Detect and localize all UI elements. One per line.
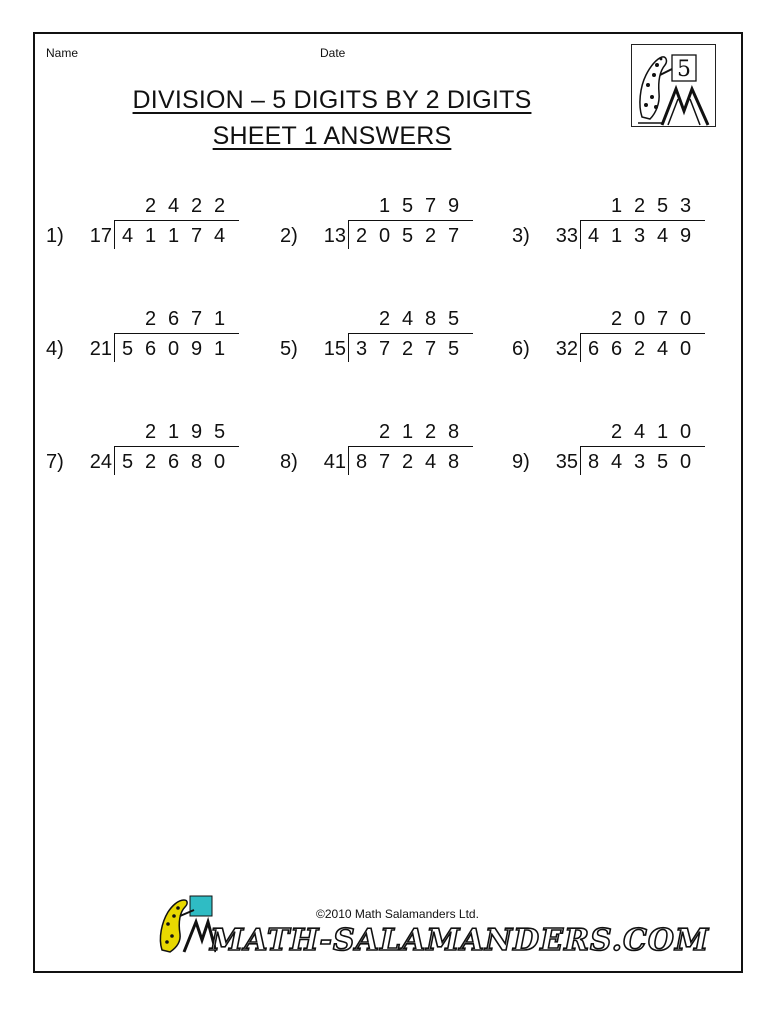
problem-number: 5) xyxy=(280,338,298,360)
dividend-digit: 0 xyxy=(679,338,692,360)
quotient-digit: 2 xyxy=(378,421,391,443)
divisor: 32 xyxy=(555,338,578,360)
quotient-digit xyxy=(350,421,373,444)
quotient xyxy=(350,421,465,444)
dividend-digit: 7 xyxy=(424,338,437,360)
dividend-digit: 7 xyxy=(378,338,391,360)
division-problem xyxy=(280,421,520,491)
dividend xyxy=(116,225,231,248)
divisor: 41 xyxy=(323,451,346,473)
quotient-digit: 4 xyxy=(633,421,646,443)
quotient-digit: 2 xyxy=(378,308,391,330)
divisor: 17 xyxy=(89,225,112,247)
quotient-digit: 4 xyxy=(167,195,180,217)
dividend-digit: 0 xyxy=(378,225,391,247)
dividend-digit: 1 xyxy=(167,225,180,247)
quotient-digit xyxy=(116,195,139,218)
quotient-digit: 2 xyxy=(610,308,623,330)
quotient xyxy=(116,421,231,444)
dividend-digit: 5 xyxy=(121,338,134,360)
quotient-digit xyxy=(582,195,605,218)
dividend xyxy=(116,451,231,474)
dividend xyxy=(350,338,465,361)
dividend xyxy=(350,225,465,248)
dividend-digit: 3 xyxy=(355,338,368,360)
dividend-digit: 7 xyxy=(190,225,203,247)
dividend-digit: 5 xyxy=(401,225,414,247)
quotient-digit: 2 xyxy=(144,308,157,330)
dividend-digit: 4 xyxy=(610,451,623,473)
quotient-digit xyxy=(116,308,139,331)
divisor: 33 xyxy=(555,225,578,247)
dividend-digit: 0 xyxy=(213,451,226,473)
dividend-digit: 4 xyxy=(213,225,226,247)
dividend-digit: 9 xyxy=(190,338,203,360)
dividend xyxy=(116,338,231,361)
name-label: Name xyxy=(46,46,79,60)
dividend-digit: 5 xyxy=(656,451,669,473)
division-problem xyxy=(46,421,286,491)
dividend-digit: 4 xyxy=(121,225,134,247)
divisor: 24 xyxy=(89,451,112,473)
quotient-digit: 8 xyxy=(447,421,460,443)
quotient-digit: 0 xyxy=(633,308,646,330)
quotient-digit: 1 xyxy=(656,421,669,443)
dividend-digit: 3 xyxy=(633,451,646,473)
quotient-digit: 1 xyxy=(378,195,391,217)
dividend-digit: 6 xyxy=(587,338,600,360)
dividend-digit: 5 xyxy=(121,451,134,473)
dividend-digit: 2 xyxy=(401,338,414,360)
division-problem xyxy=(512,308,752,378)
division-problem xyxy=(46,195,286,265)
dividend-digit: 2 xyxy=(424,225,437,247)
dividend-digit: 8 xyxy=(190,451,203,473)
quotient-digit: 8 xyxy=(424,308,437,330)
dividend-digit: 9 xyxy=(679,225,692,247)
dividend-digit: 8 xyxy=(355,451,368,473)
quotient-digit: 9 xyxy=(447,195,460,217)
quotient xyxy=(582,421,697,444)
quotient-digit xyxy=(582,308,605,331)
dividend xyxy=(582,338,697,361)
dividend-digit: 2 xyxy=(355,225,368,247)
dividend-digit: 2 xyxy=(633,338,646,360)
problem-number: 7) xyxy=(46,451,64,473)
salamander-easel-icon xyxy=(632,45,717,128)
quotient-digit: 2 xyxy=(190,195,203,217)
dividend xyxy=(582,225,697,248)
dividend-digit: 0 xyxy=(679,451,692,473)
dividend-digit: 5 xyxy=(447,338,460,360)
divisor: 21 xyxy=(89,338,112,360)
quotient-digit: 1 xyxy=(167,421,180,443)
division-problem xyxy=(46,308,286,378)
quotient-digit: 2 xyxy=(144,421,157,443)
dividend-digit: 7 xyxy=(378,451,391,473)
dividend-digit: 2 xyxy=(401,451,414,473)
quotient xyxy=(350,195,465,218)
quotient xyxy=(582,195,697,218)
problem-number: 4) xyxy=(46,338,64,360)
quotient-digit xyxy=(350,308,373,331)
quotient-digit: 7 xyxy=(190,308,203,330)
logo-number: 5 xyxy=(677,57,691,82)
dividend-digit: 4 xyxy=(587,225,600,247)
quotient-digit: 7 xyxy=(424,195,437,217)
dividend-digit: 8 xyxy=(447,451,460,473)
dividend-digit: 4 xyxy=(656,338,669,360)
quotient xyxy=(582,308,697,331)
worksheet-border xyxy=(33,32,743,973)
problem-number: 6) xyxy=(512,338,530,360)
dividend xyxy=(582,451,697,474)
quotient-digit: 2 xyxy=(633,195,646,217)
brand-logo-text: MATH-SALAMANDERS.COM xyxy=(210,923,710,958)
quotient-digit xyxy=(350,195,373,218)
quotient-digit: 0 xyxy=(679,421,692,443)
quotient-digit: 7 xyxy=(656,308,669,330)
quotient-digit: 9 xyxy=(190,421,203,443)
quotient xyxy=(350,308,465,331)
dividend xyxy=(350,451,465,474)
dividend-digit: 0 xyxy=(167,338,180,360)
quotient-digit xyxy=(582,421,605,444)
quotient-digit: 1 xyxy=(213,308,226,330)
quotient-digit: 6 xyxy=(167,308,180,330)
quotient-digit: 5 xyxy=(656,195,669,217)
dividend-digit: 3 xyxy=(633,225,646,247)
quotient xyxy=(116,308,231,331)
quotient-digit: 2 xyxy=(610,421,623,443)
quotient-digit: 2 xyxy=(213,195,226,217)
divisor: 13 xyxy=(323,225,346,247)
dividend-digit: 1 xyxy=(610,225,623,247)
dividend-digit: 1 xyxy=(144,225,157,247)
dividend-digit: 6 xyxy=(610,338,623,360)
problem-number: 3) xyxy=(512,225,530,247)
quotient-digit: 4 xyxy=(401,308,414,330)
dividend-digit: 1 xyxy=(213,338,226,360)
date-label: Date xyxy=(320,46,346,60)
problem-number: 2) xyxy=(280,225,298,247)
division-problem xyxy=(512,195,752,265)
quotient-digit: 1 xyxy=(610,195,623,217)
problem-number: 9) xyxy=(512,451,530,473)
quotient xyxy=(116,195,231,218)
copyright-text: ©2010 Math Salamanders Ltd. xyxy=(316,907,479,921)
worksheet-subtitle: SHEET 1 ANSWERS xyxy=(212,122,452,150)
dividend-digit: 8 xyxy=(587,451,600,473)
quotient-digit: 3 xyxy=(679,195,692,217)
footer-salamander-icon xyxy=(156,892,216,954)
quotient-digit: 0 xyxy=(679,308,692,330)
dividend-digit: 4 xyxy=(424,451,437,473)
quotient-digit: 1 xyxy=(401,421,414,443)
worksheet-title: DIVISION – 5 DIGITS BY 2 DIGITS xyxy=(132,86,532,114)
dividend-digit: 6 xyxy=(144,338,157,360)
dividend-digit: 6 xyxy=(167,451,180,473)
division-problem xyxy=(280,308,520,378)
quotient-digit: 5 xyxy=(447,308,460,330)
quotient-digit: 2 xyxy=(144,195,157,217)
problem-number: 1) xyxy=(46,225,64,247)
quotient-digit xyxy=(116,421,139,444)
divisor: 35 xyxy=(555,451,578,473)
dividend-digit: 7 xyxy=(447,225,460,247)
quotient-digit: 5 xyxy=(213,421,226,443)
quotient-digit: 5 xyxy=(401,195,414,217)
division-problem xyxy=(512,421,752,491)
division-problem xyxy=(280,195,520,265)
dividend-digit: 4 xyxy=(656,225,669,247)
grade-logo xyxy=(631,44,716,127)
quotient-digit: 2 xyxy=(424,421,437,443)
problem-number: 8) xyxy=(280,451,298,473)
divisor: 15 xyxy=(323,338,346,360)
dividend-digit: 2 xyxy=(144,451,157,473)
